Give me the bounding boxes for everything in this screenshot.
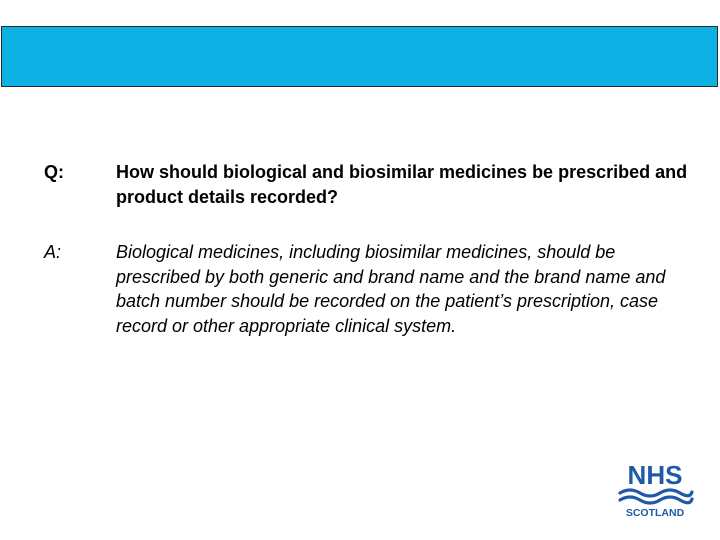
logo-nhs-text: NHS: [627, 460, 683, 490]
nhs-scotland-logo: [614, 460, 696, 522]
logo-wave-bottom: [620, 497, 692, 503]
logo-wave-top: [620, 490, 692, 496]
header-bar: [1, 26, 718, 87]
answer-text: Biological medicines, including biosimilar medicines, should be prescribed by both generic and brand name and the brand name and batch number should be recorded on the patient’s prescription, case record or other appropriate clinical system.: [116, 242, 666, 336]
question-marker: Q:: [44, 162, 64, 182]
question-text: How should biological and biosimilar medicines be prescribed and product details recorded?: [116, 162, 688, 207]
logo-scotland-text: SCOTLAND: [625, 507, 685, 519]
answer-marker: A:: [44, 242, 62, 262]
